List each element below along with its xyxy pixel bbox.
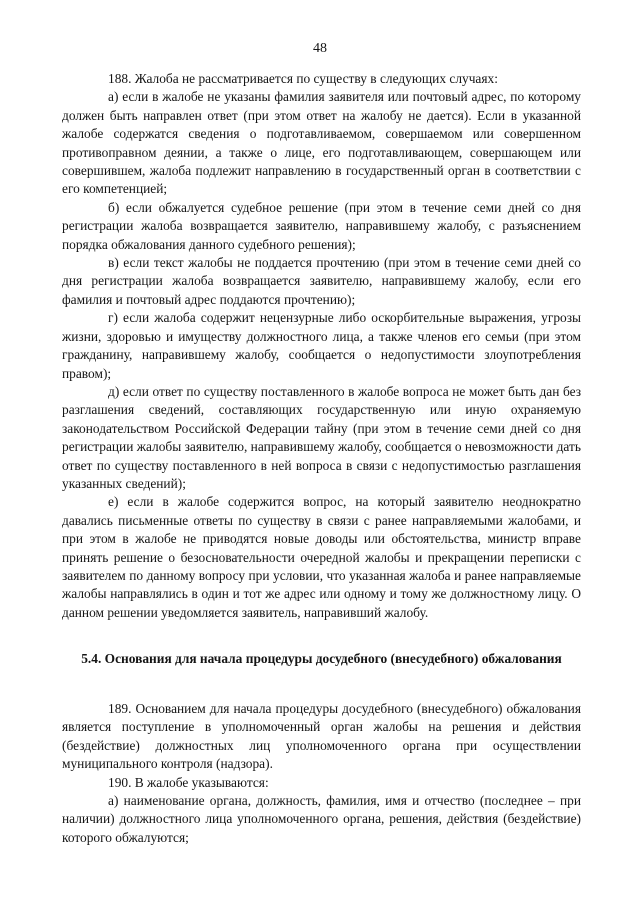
paragraph-190-a: а) наименование органа, должность, фамилия, имя и отчество (последнее – при наличии) должностного лица уполномоченного органа, решения, действия (бездействие) которого обжалуются; — [62, 793, 581, 845]
paragraph-188-a: а) если в жалобе не указаны фамилия заявителя или почтовый адрес, по которому должен быть направлен ответ (при этом ответ на жалобу не дается). Если в указанной жалобе содержатся сведения о подготавливаемом, совершаемом или совершенном противоправном деянии, а также о лице, его подготавливающем, совершающем или совершившем, жалоба подлежит направлению в государственный орган в соответствии с его компетенцией; — [62, 89, 581, 197]
paragraph-188-b: б) если обжалуется судебное решение (при этом в течение семи дней со дня регистрации жалоба возвращается заявителю, направившему жалобу, с разъяснением порядка обжалования данного судебного решения); — [62, 199, 581, 252]
paragraph-189: 189. Основанием для начала процедуры досудебного (внесудебного) обжалования является поступление в уполномоченный орган жалобы на решения и действия (бездействие) должностных лиц уполномоченного органа при осуществлении муниципального контроля (надзора). — [62, 701, 581, 772]
paragraph-188-g: г) если жалоба содержит нецензурные либо оскорбительные выражения, угрозы жизни, здоровью и имуществу должностного лица, а также членов его семьи (при этом гражданину, направившему жалобу, сообщается о недопустимости злоупотребления правом); — [62, 310, 581, 381]
page-number: 48 — [313, 41, 327, 56]
document-body-continued — [62, 700, 581, 847]
paragraph-188-v: в) если текст жалобы не поддается прочтению (при этом в течение семи дней со дня регистрации жалоба возвращается заявителю, направившему жалобу, если его фамилия и почтовый адрес поддаются прочтению); — [62, 255, 581, 307]
paragraph-188-e: е) если в жалобе содержится вопрос, на который заявителю неоднократно давались письменные ответы по существу в связи с ранее направляемыми жалобами, и при этом в жалобе не приводятся новые доводы или обстоятельства, министр вправе принять решение о безосновательности очередной жалобы и прекращении переписки с заявителем по данному вопросу при условии, что указанная жалоба и ранее направляемые жалобы направлялись в один и тот же адрес или одному и тому же должностному лицу. О данном решении уведомляется заявитель, направивший жалобу. — [62, 494, 581, 620]
paragraph-190: 190. В жалобе указываются: — [108, 774, 269, 790]
paragraph-188-d: д) если ответ по существу поставленного в жалобе вопроса не может быть дан без разглашения сведений, составляющих государственную или иную охраняемую законодательством Российской Федерации тайну (при этом в течение семи дней со дня регистрации жалобы заявителю, направившему жалобу, сообщается о невозможности дать ответ по существу поставленного в ней вопроса в связи с недопустимостью разглашения указанных сведений); — [62, 383, 581, 491]
document-body — [62, 70, 581, 622]
section-heading: 5.4. Основания для начала процедуры досудебного (внесудебного) обжалования — [81, 651, 562, 666]
paragraph-188: 188. Жалоба не рассматривается по существу в следующих случаях: — [108, 71, 498, 86]
